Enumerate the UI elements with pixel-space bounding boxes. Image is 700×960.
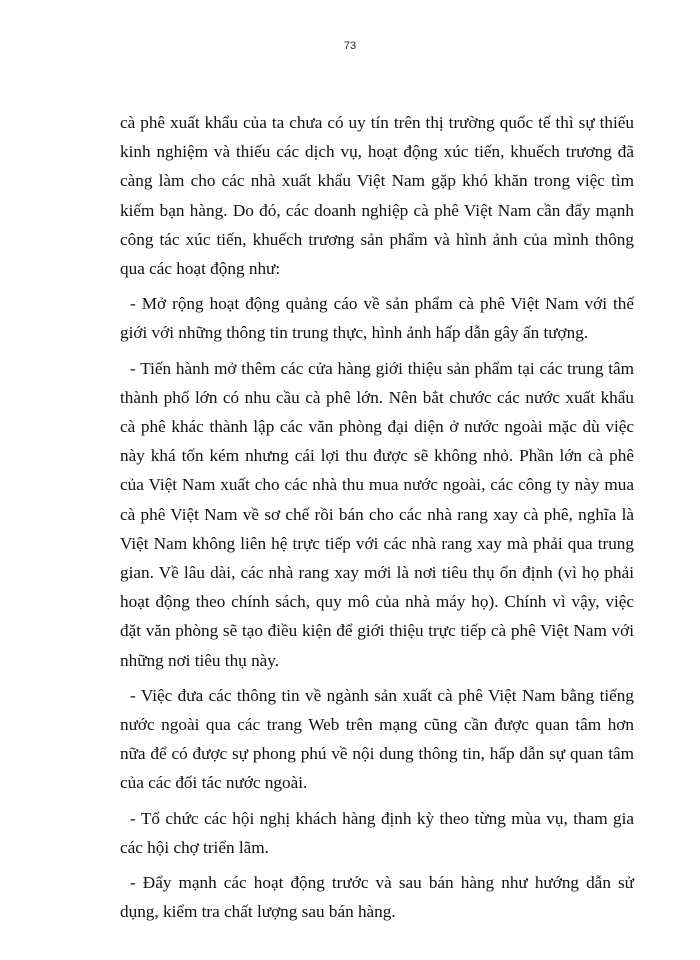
body-text — [120, 108, 634, 926]
page-number: 73 — [343, 40, 357, 52]
list-item-advertising: - Mở rộng hoạt động quảng cáo về sản phẩm cà phê Việt Nam với thế giới với những thông tin trung thực, hình ảnh hấp dẫn gây ấn tượng. — [120, 294, 634, 343]
list-item-conferences: - Tổ chức các hội nghị khách hàng định kỳ theo từng mùa vụ, tham gia các hội chợ triển lãm. — [120, 808, 634, 857]
list-item-after-sales: - Đẩy mạnh các hoạt động trước và sau bán hàng như hướng dẫn sử dụng, kiểm tra chất lượng sau bán hàng. — [120, 873, 634, 922]
list-item-showrooms: - Tiến hành mở thêm các cửa hàng giới thiệu sản phẩm tại các trung tâm thành phố lớn có nhu cầu cà phê lớn. Nên bắt chước các nước xuất khẩu cà phê khác thành lập các văn phòng đại diện ở nước ngoài mặc dù việc này khá tốn kém nhưng cái lợi thu được sẽ không nhỏ. Phần lớn cà phê của Việt Nam xuất cho các nhà thu mua nước ngoài, các công ty này mua cà phê Việt Nam về sơ chế rồi bán cho các nhà rang xay cà phê, nghĩa là Việt Nam không liên hệ trực tiếp với các nhà rang xay mà phải qua trung gian. Về lâu dài, các nhà rang xay mới là nơi tiêu thụ ổn định (vì họ phải hoạt động theo chính sách, quy mô của nhà máy họ). Chính vì vậy, việc đặt văn phòng sẽ tạo điều kiện để giới thiệu trực tiếp cà phê Việt Nam với những nơi tiêu thụ này. — [120, 358, 634, 670]
list-item-web-info: - Việc đưa các thông tin về ngành sản xuất cà phê Việt Nam bằng tiếng nước ngoài qua các trang Web trên mạng cũng cần được quan tâm hơn nữa để có được sự phong phú về nội dung thông tin, hấp dẫn sự quan tâm của các đối tác nước ngoài. — [120, 685, 634, 793]
paragraph-intro: cà phê xuất khẩu của ta chưa có uy tín trên thị trường quốc tế thì sự thiếu kinh nghiệm và thiếu các dịch vụ, hoạt động xúc tiến, khuếch trương đã càng làm cho các nhà xuất khẩu Việt Nam gặp khó khăn trong việc tìm kiếm bạn hàng. Do đó, các doanh nghiệp cà phê Việt Nam cần đẩy mạnh công tác xúc tiến, khuếch trương sản phẩm và hình ảnh của mình thông qua các hoạt động như: — [120, 113, 634, 279]
